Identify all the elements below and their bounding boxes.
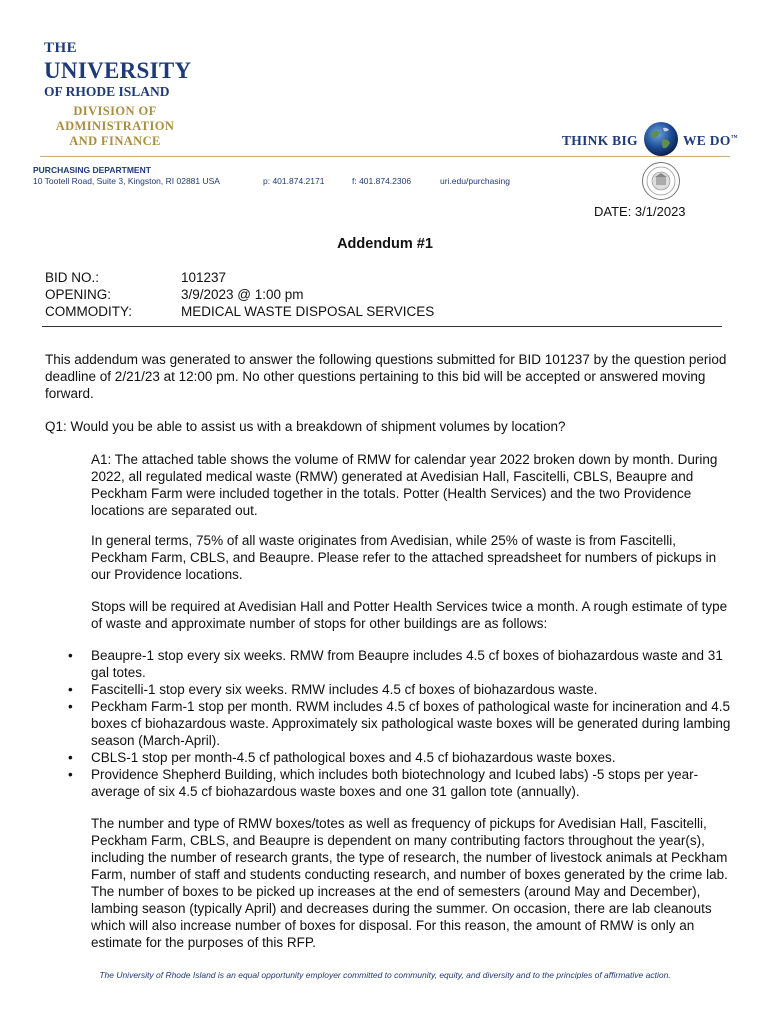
bullet-icon: •	[68, 767, 73, 782]
bullet-icon: •	[68, 699, 73, 714]
list-item: • Providence Shepherd Building, which includes both biotechnology and Icubed labs) -5 stops per year-average of six 4.5 cf biohazardous waste boxes and one 31 gallon tote (annually).	[68, 767, 699, 799]
bid-no-label: BID NO.:	[45, 270, 100, 285]
header-divider	[40, 156, 730, 157]
logo-the: THE	[44, 40, 78, 56]
website-link[interactable]: uri.edu/purchasing	[440, 176, 510, 186]
logo-university: UNIVERSITY	[44, 58, 192, 83]
closing-paragraph: The number and type of RMW boxes/totes as well as frequency of pickups for Avedisian Hall, Fascitelli, Peckham Farm, CBLS, and Beaupre is dependent on many contributing factors throughout the year(s), including the number of research grants, the type of research, the number of livestock animals at Peckham Farm, number of staff and students conducting research, and number of boxes generated by the crime lab. The number of boxes to be picked up increases at the end of semesters (around May and December), lambing season (typically April) and decreases during the summer. On occasion, there are lab cleanouts which will also increase number of boxes for disposal. For this reason, the amount of RMW is only an estimate for the purposes of this RFP.	[91, 816, 728, 950]
division-line-2: ADMINISTRATION	[55, 119, 175, 133]
slogan-think-big: THINK BIG	[562, 133, 638, 148]
document-title: Addendum #1	[337, 236, 433, 252]
question-1: Q1: Would you be able to assist us with a breakdown of shipment volumes by location?	[45, 419, 566, 434]
commodity-label: COMMODITY:	[45, 304, 132, 319]
answer-1: A1: The attached table shows the volume of RMW for calendar year 2022 broken down by month. During 2022, all regulated medical waste (RMW) generated at Avedisian Hall, Fascitelli, CBLS, Beaupre and Peckham Farm were included together in the totals. Potter (Health Services) and the two Providence locations are separated out.	[91, 452, 718, 518]
intro-paragraph: This addendum was generated to answer the following questions submitted for BID 101237 by the question period deadline of 2/21/23 at 12:00 pm. No other questions pertaining to this bid will be accepted or answered moving forward.	[45, 352, 727, 401]
footer-eeo-statement: The University of Rhode Island is an equal opportunity employer committed to community, equity, and diversity and to the principles of affirmative action.	[99, 970, 671, 980]
opening-value: 3/9/2023 @ 1:00 pm	[181, 287, 304, 302]
list-item: • CBLS-1 stop per month-4.5 cf pathological boxes and 4.5 cf biohazardous waste boxes.	[68, 750, 616, 765]
section-divider	[42, 326, 722, 327]
slogan-we-do: WE DO™	[683, 133, 738, 148]
building-stops-list	[68, 647, 733, 800]
commodity-value: MEDICAL WASTE DISPOSAL SERVICES	[181, 304, 435, 319]
stops-paragraph: Stops will be required at Avedisian Hall and Potter Health Services twice a month. A rough estimate of type of waste and approximate number of stops for other buildings are as follows:	[91, 599, 728, 631]
general-terms-paragraph: In general terms, 75% of all waste originates from Avedisian, while 25% of waste is from Fascitelli, Peckham Farm, CBLS, and Beaupre. Please refer to the attached spreadsheet for numbers of pickups in our Providence locations.	[91, 533, 717, 582]
university-seal-icon	[641, 161, 681, 206]
bullet-icon: •	[68, 682, 73, 697]
bullet-icon: •	[68, 750, 73, 765]
logo-of-rhode-island: OF RHODE ISLAND	[44, 84, 170, 99]
document-date: DATE: 3/1/2023	[594, 204, 686, 219]
bid-no-value: 101237	[181, 270, 227, 285]
list-item: • Beaupre-1 stop every six weeks. RMW from Beaupre includes 4.5 cf boxes of biohazardous waste and 31 gal totes.	[68, 648, 723, 680]
division-line-3: AND FINANCE	[69, 134, 161, 148]
phone-number: p: 401.874.2171	[263, 176, 325, 186]
list-item: • Fascitelli-1 stop every six weeks. RMW includes 4.5 cf boxes of biohazardous waste.	[68, 682, 598, 697]
opening-label: OPENING:	[45, 287, 112, 302]
fax-number: f: 401.874.2306	[352, 176, 412, 186]
list-item: • Peckham Farm-1 stop per month. RWM includes 4.5 cf boxes of pathological waste for incineration and 4.5 boxes cf biohazardous waste. Approximately six pathological waste boxes will be generated during lambing season (March-April).	[68, 699, 731, 748]
bullet-icon: •	[68, 648, 73, 663]
division-line-1: DIVISION OF	[73, 104, 157, 118]
department-address: 10 Tootell Road, Suite 3, Kingston, RI 02881 USA	[33, 176, 220, 186]
department-name: PURCHASING DEPARTMENT	[33, 165, 151, 175]
